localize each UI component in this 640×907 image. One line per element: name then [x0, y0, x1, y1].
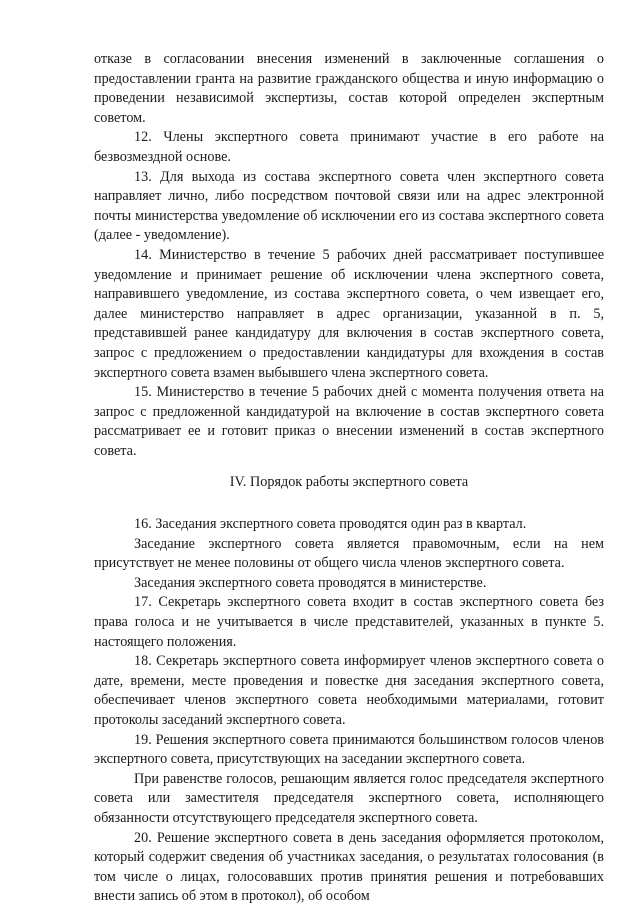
- paragraph-16-quorum: Заседание экспертного совета является правомочным, если на нем присутствует не менее половины от общего числа членов экспертного совета.: [94, 535, 604, 572]
- paragraph-12: 12. Члены экспертного совета принимают участие в его работе на безвозмездной основе.: [94, 129, 604, 165]
- paragraph-15: 15. Министерство в течение 5 рабочих дней с момента получения ответа на запрос с предложенной кандидатурой на включение в состав экспертного совета рассматривает ее и готовит приказ о внесении изменений в состав экспертного совета.: [94, 384, 604, 459]
- paragraph-continuation: отказе в согласовании внесения изменений в заключенные соглашения о предоставлении гранта на развитие гражданского общества и иную информацию о проведении независимой экспертизы, состав которой определен экспертным советом.: [94, 51, 604, 126]
- paragraph-14: 14. Министерство в течение 5 рабочих дней рассматривает поступившее уведомление и принимает решение об исключении члена экспертного совета, направившего уведомление, из состава экспертного совета, о чем извещает его, далее министерство направляет в адрес организации, указанной в п. 5, представившей ранее кандидатуру для включения в состав экспертного совета, запрос с предложением о предоставлении кандидатуры для вхождения в состав экспертного совета взамен выбывшего члена экспертного совета.: [94, 246, 604, 381]
- paragraph-20: 20. Решение экспертного совета в день заседания оформляется протоколом, который содержит сведения об участниках заседания, о результатах голосования (в том числе о лицах, голосовавших против принятия решения и потребовавших внести запись об этом в протокол), об особом: [94, 829, 604, 905]
- section-heading: IV. Порядок работы экспертного совета: [229, 474, 469, 491]
- paragraph-16-location: Заседания экспертного совета проводятся в министерстве.: [134, 574, 487, 591]
- paragraph-17: 17. Секретарь экспертного совета входит в состав экспертного совета без права голоса и не учитывается в числе представителей, указанных в пункте 5. настоящего положения.: [94, 594, 604, 650]
- paragraph-18: 18. Секретарь экспертного совета информирует членов экспертного совета о дате, времени, месте проведения и повестке дня заседания экспертного совета, обеспечивает членов экспертного совета необходимыми материалами, готовит протоколы заседаний экспертного совета.: [94, 653, 604, 728]
- paragraph-19-tie: При равенстве голосов, решающим является голос председателя экспертного совета или заместителя председателя экспертного совета, исполняющего обязанности отсутствующего председателя экспертного совета.: [94, 770, 604, 826]
- paragraph-16: 16. Заседания экспертного совета проводятся один раз в квартал.: [134, 516, 527, 533]
- paragraph-13: 13. Для выхода из состава экспертного совета член экспертного совета направляет лично, либо посредством почтовой связи или на адрес электронной почты министерства уведомление об исключении его из состава экспертного совета (далее - уведомление).: [94, 168, 604, 244]
- paragraph-19: 19. Решения экспертного совета принимаются большинством голосов членов экспертного совета, присутствующих на заседании экспертного совета.: [94, 731, 604, 768]
